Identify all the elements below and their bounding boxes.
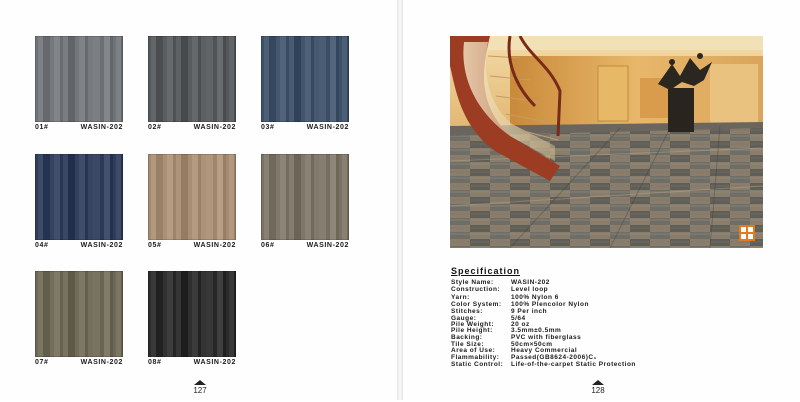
swatch-code: WASIN-202 <box>306 124 349 131</box>
swatch-code: WASIN-202 <box>80 359 123 366</box>
specification-heading: Specification <box>451 266 521 276</box>
spec-key: Gauge: <box>451 315 477 322</box>
spec-key: Pile Height: <box>451 327 493 334</box>
swatch-code: WASIN-202 <box>80 242 123 249</box>
swatch-caption-06 <box>261 242 349 252</box>
carpet-swatch-04[interactable] <box>35 154 123 240</box>
spec-value: Level loop <box>511 286 549 293</box>
swatch-code: WASIN-202 <box>306 242 349 249</box>
swatch-code: WASIN-202 <box>80 124 123 131</box>
carpet-swatch-06[interactable] <box>261 154 349 240</box>
spec-key: Backing: <box>451 334 483 341</box>
carpet-swatch-05[interactable] <box>148 154 236 240</box>
swatch-number: 02# <box>148 124 162 131</box>
spec-value: PVC with fiberglass <box>511 334 582 341</box>
spec-value: 100% Plencolor Nylon <box>511 301 589 308</box>
swatch-number: 06# <box>261 242 275 249</box>
spec-value: 9 Per inch <box>511 308 548 315</box>
swatch-number: 01# <box>35 124 49 131</box>
swatch-code: WASIN-202 <box>193 359 236 366</box>
spec-key: Static Control: <box>451 361 504 368</box>
swatch-caption-04 <box>35 242 123 252</box>
swatch-number: 07# <box>35 359 49 366</box>
swatch-caption-01 <box>35 124 123 134</box>
page-number-right <box>583 380 613 402</box>
spec-key: Construction: <box>451 286 501 293</box>
spec-value: WASIN-202 <box>511 279 550 286</box>
spec-key: Style Name: <box>451 279 494 286</box>
swatch-number: 03# <box>261 124 275 131</box>
swatch-code: WASIN-202 <box>193 124 236 131</box>
spec-value: Passed(GB8624-2006)C₁ <box>511 354 597 361</box>
swatch-number: 04# <box>35 242 49 249</box>
spec-value: Heavy Commercial <box>511 347 578 354</box>
swatch-caption-05 <box>148 242 236 252</box>
swatch-number: 05# <box>148 242 162 249</box>
page-number-text: 127 <box>193 386 207 395</box>
spec-value: Life-of-the-carpet Static Protection <box>511 361 636 368</box>
carpet-swatch-01[interactable] <box>35 36 123 122</box>
carpet-swatch-07[interactable] <box>35 271 123 357</box>
spec-key: Flammability: <box>451 354 500 361</box>
swatch-caption-03 <box>261 124 349 134</box>
carpet-swatch-03[interactable] <box>261 36 349 122</box>
interior-photo <box>450 36 763 248</box>
spec-key: Yarn: <box>451 294 470 301</box>
swatch-caption-07 <box>35 359 123 369</box>
page-marker-icon <box>194 380 206 385</box>
swatch-code: WASIN-202 <box>193 242 236 249</box>
carpet-swatch-02[interactable] <box>148 36 236 122</box>
carpet-swatch-08[interactable] <box>148 271 236 357</box>
swatch-number: 08# <box>148 359 162 366</box>
spec-key: Area of Use: <box>451 347 496 354</box>
page-number-left <box>185 380 215 402</box>
spec-key: Pile Weight: <box>451 321 495 328</box>
spec-value: 100% Nylon 6 <box>511 294 559 301</box>
spec-key: Color System: <box>451 301 502 308</box>
spec-value: 50cm×50cm <box>511 341 553 348</box>
page-marker-icon <box>592 380 604 385</box>
spec-value: 3.5mm±0.5mm <box>511 327 562 334</box>
page-number-text: 128 <box>591 386 605 395</box>
spec-key: Stitches: <box>451 308 483 315</box>
swatch-caption-08 <box>148 359 236 369</box>
swatch-caption-02 <box>148 124 236 134</box>
spec-value: 20 oz <box>511 321 530 328</box>
spec-value: 5/64 <box>511 315 526 322</box>
brand-logo-icon <box>739 225 755 241</box>
spec-key: Tile Size: <box>451 341 485 348</box>
